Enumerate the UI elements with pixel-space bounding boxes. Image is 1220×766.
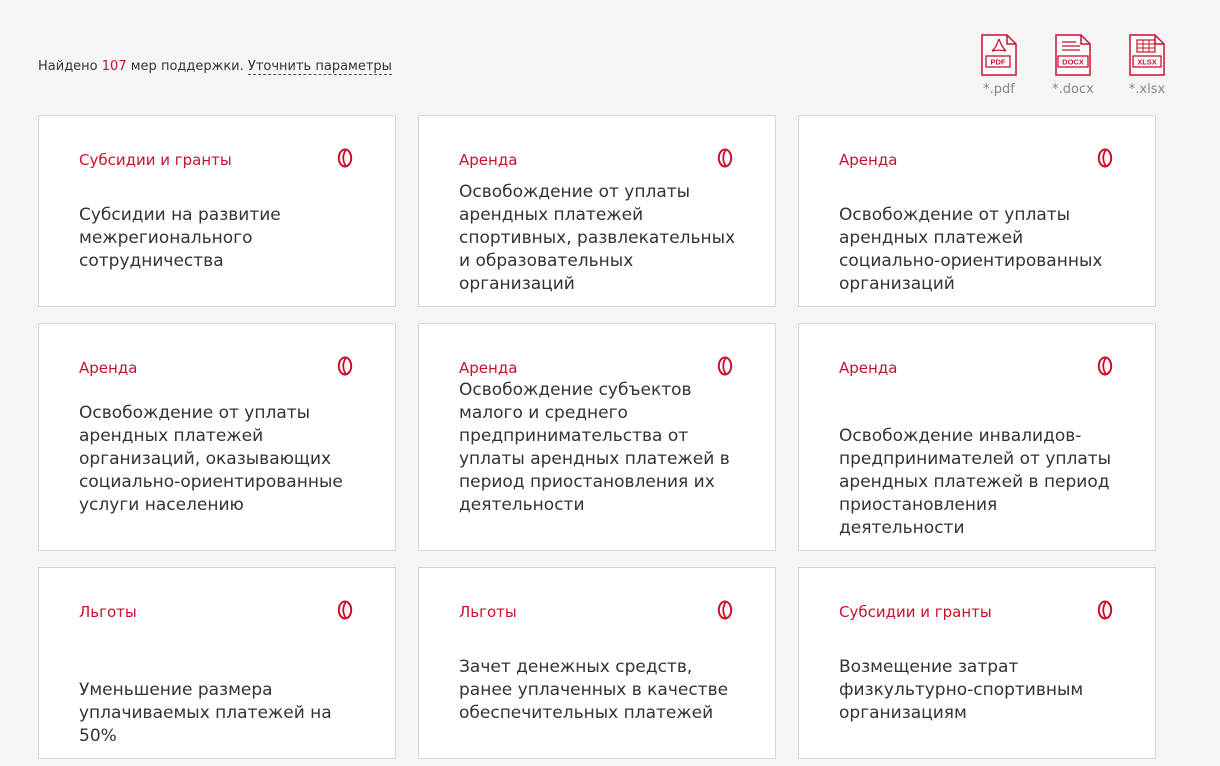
coin-icon bbox=[337, 148, 353, 168]
card-category: Аренда bbox=[839, 359, 898, 377]
card-title: Возмещение затрат физкультурно-спортивным организациям bbox=[839, 657, 1084, 723]
xlsx-badge: XLSX bbox=[1137, 57, 1157, 67]
support-measure-card[interactable] bbox=[418, 323, 776, 551]
coin-icon bbox=[337, 356, 353, 376]
card-title: Освобождение субъектов малого и среднего предпринимательства от уплаты арендных платежей в период приостановления их деятельности bbox=[459, 380, 730, 515]
card-category: Субсидии и гранты bbox=[839, 603, 992, 621]
card-category: Субсидии и гранты bbox=[79, 151, 232, 169]
card-title: Освобождение от уплаты арендных платежей организаций, оказывающих социально-ориентированные услуги населению bbox=[79, 403, 343, 515]
card-category: Аренда bbox=[459, 151, 518, 169]
results-suffix: мер поддержки. bbox=[130, 59, 244, 74]
download-pdf-button[interactable] bbox=[972, 34, 1026, 97]
card-category: Льготы bbox=[79, 603, 137, 621]
download-pdf-label: *.pdf bbox=[983, 82, 1015, 97]
coin-icon bbox=[717, 356, 733, 376]
download-xlsx-label: *.xlsx bbox=[1128, 82, 1166, 97]
xlsx-file-icon bbox=[1128, 34, 1166, 76]
support-measure-card[interactable] bbox=[38, 567, 396, 759]
export-downloads bbox=[972, 34, 1174, 97]
card-title: Освобождение инвалидов-предпринимателей от уплаты арендных платежей в период приостановления деятельности bbox=[839, 426, 1112, 538]
docx-badge: DOCX bbox=[1062, 57, 1084, 67]
results-count: 107 bbox=[101, 59, 127, 74]
card-category: Льготы bbox=[459, 603, 517, 621]
pdf-file-icon bbox=[980, 34, 1018, 76]
docx-file-icon bbox=[1054, 34, 1092, 76]
support-measure-card[interactable] bbox=[418, 115, 776, 307]
card-category: Аренда bbox=[839, 151, 898, 169]
support-measure-card[interactable] bbox=[38, 323, 396, 551]
card-title: Субсидии на развитие межрегионального сотрудничества bbox=[79, 205, 281, 271]
support-measure-card[interactable] bbox=[38, 115, 396, 307]
coin-icon bbox=[717, 148, 733, 168]
download-docx-label: *.docx bbox=[1052, 82, 1094, 97]
results-summary bbox=[38, 59, 392, 74]
card-category: Аренда bbox=[79, 359, 138, 377]
card-title: Освобождение от уплаты арендных платежей спортивных, развлекательных и образовательных организаций bbox=[459, 182, 736, 294]
support-measures-grid bbox=[38, 115, 1157, 759]
support-measure-card[interactable] bbox=[798, 115, 1156, 307]
coin-icon bbox=[1097, 600, 1113, 620]
support-measure-card[interactable] bbox=[418, 567, 776, 759]
coin-icon bbox=[1097, 356, 1113, 376]
support-measure-card[interactable] bbox=[798, 323, 1156, 551]
coin-icon bbox=[337, 600, 353, 620]
card-title: Зачет денежных средств, ранее уплаченных в качестве обеспечительных платежей bbox=[459, 657, 729, 723]
card-category: Аренда bbox=[459, 359, 518, 377]
support-measure-card[interactable] bbox=[798, 567, 1156, 759]
refine-parameters-link[interactable]: Уточнить параметры bbox=[247, 59, 392, 74]
coin-icon bbox=[1097, 148, 1113, 168]
download-xlsx-button[interactable] bbox=[1120, 34, 1174, 97]
download-docx-button[interactable] bbox=[1046, 34, 1100, 97]
card-title: Уменьшение размера уплачиваемых платежей на 50% bbox=[79, 680, 332, 746]
pdf-badge: PDF bbox=[990, 57, 1006, 67]
card-title: Освобождение от уплаты арендных платежей социально-ориентированных организаций bbox=[839, 205, 1103, 294]
results-prefix: Найдено bbox=[38, 59, 98, 74]
coin-icon bbox=[717, 600, 733, 620]
